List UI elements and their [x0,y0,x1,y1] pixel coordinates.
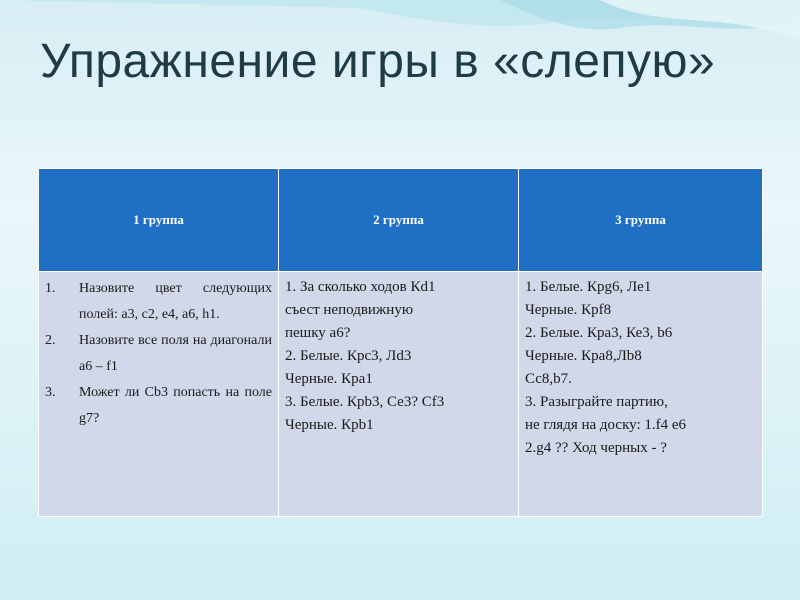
list-text: Назовите все поля на диагонали a6 – f1 [79,333,272,374]
text-line: Черные. Крf8 [525,302,612,318]
text-line: Черные. Кра8,Лb8 [525,348,642,364]
list-item [45,328,272,380]
text-line: 2. Белые. Крс3, Лd3 [285,348,412,364]
group-1-cell [39,272,279,517]
text-line: 3. Разыграйте партию, [525,394,668,410]
group-2-text [285,276,512,437]
list-number: 1. [45,281,56,296]
list-item [45,276,272,328]
list-text: Назовите цвет следующих полей: a3, c2, e4, a6, h1. [79,281,272,322]
text-line: 3. Белые. Крb3, Се3? Сf3 [285,394,445,410]
group-3-text [525,276,756,460]
table-row [39,272,763,517]
group-1-list [45,276,272,432]
group-3-cell [519,272,763,517]
text-line: Черные. Кра1 [285,371,373,387]
text-line: 1. Белые. Крg6, Лe1 [525,279,652,295]
table-header-row [39,169,763,272]
header-group-3: 3 группа [519,169,763,272]
list-text: Может ли Сb3 попасть на поле g7? [79,385,272,426]
list-number: 2. [45,333,56,348]
text-line: Сс8,b7. [525,371,572,387]
text-line: Черные. Крb1 [285,417,374,433]
text-line: 2. Белые. Кра3, Ке3, b6 [525,325,673,341]
header-group-2: 2 группа [279,169,519,272]
tasks-table [38,168,763,517]
header-group-1: 1 группа [39,169,279,272]
list-number: 3. [45,385,56,400]
text-line: 2.g4 ?? Ход черных - ? [525,440,667,456]
text-line: 1. За сколько ходов Кd1 [285,279,436,295]
text-line: съест неподвижную [285,302,414,318]
list-item [45,380,272,432]
text-line: не глядя на доску: 1.f4 e6 [525,417,687,433]
slide-title: Упражнение игры в «слепую» [40,35,716,88]
group-2-cell [279,272,519,517]
text-line: пешку a6? [285,325,351,341]
